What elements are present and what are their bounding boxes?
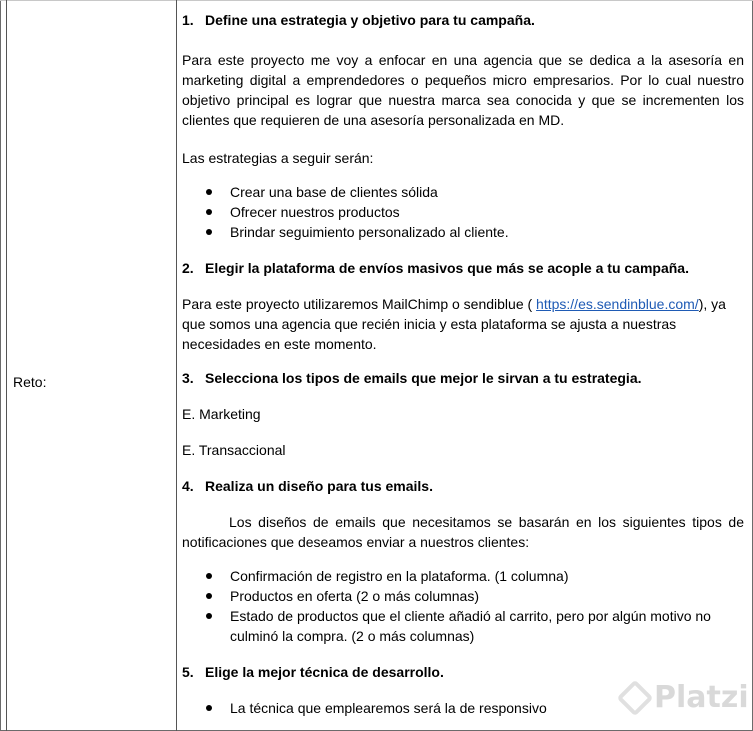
platzi-logo-icon: [617, 679, 654, 716]
notifications-list: [182, 566, 744, 646]
list-item: Productos en oferta (2 o más columnas): [182, 586, 744, 606]
row-label: Reto:: [13, 374, 47, 390]
sendinblue-link[interactable]: https://es.sendinblue.com/: [536, 296, 699, 312]
list-item: La técnica que emplearemos será la de responsivo: [182, 698, 744, 718]
email-type-transactional: E. Transaccional: [182, 442, 286, 458]
strategies-intro: Las estrategias a seguir serán:: [182, 150, 374, 166]
list-item: Brindar seguimiento personalizado al cliente.: [182, 222, 744, 242]
list-item: Estado de productos que el cliente añadió al carrito, pero por algún motivo no culminó la compra. (2 o más columnas): [182, 606, 744, 646]
section-5-heading: 5. Elige la mejor técnica de desarrollo.: [182, 664, 444, 680]
table-left-border: [6, 0, 7, 731]
list-item: Crear una base de clientes sólida: [182, 182, 744, 202]
section-4-paragraph: Los diseños de emails que necesitamos se basarán en los siguientes tipos de notificaciones que deseamos enviar a nuestros clientes:: [182, 514, 744, 550]
section-4-heading: 4. Realiza un diseño para tus emails.: [182, 478, 433, 494]
list-item: Confirmación de registro en la plataforma. (1 columna): [182, 566, 744, 586]
section-1-paragraph: Para este proyecto me voy a enfocar en una agencia que se dedica a la asesoría en marketing digital a emprendedores o pequeños micro empresarios. Por lo cual nuestro objetivo principal es lograr que nuestra marca sea conocida y que se incrementen los clientes que requieren de una asesoría personalizada en MD.: [182, 52, 744, 128]
challenge-content: [182, 10, 744, 718]
table-column-divider: [176, 0, 177, 731]
section-2-paragraph: Para este proyecto utilizaremos MailChimp o sendiblue ( https://es.sendinblue.com/), ya que somos una agencia que recién inicia y esta plataforma se ajusta a nuestras necesidades en este momento.: [182, 296, 726, 352]
platzi-watermark: Platzi: [622, 680, 749, 715]
table-top-border: [0, 0, 753, 1]
email-type-marketing: E. Marketing: [182, 406, 261, 422]
section-2-heading: 2. Elegir la plataforma de envíos masivos que más se acople a tu campaña.: [182, 260, 689, 276]
strategies-list: [182, 182, 744, 242]
list-item: Ofrecer nuestros productos: [182, 202, 744, 222]
section-1-heading: 1. Define una estrategia y objetivo para tu campaña.: [182, 12, 535, 28]
section-3-heading: 3. Selecciona los tipos de emails que mejor le sirvan a tu estrategia.: [182, 370, 642, 386]
